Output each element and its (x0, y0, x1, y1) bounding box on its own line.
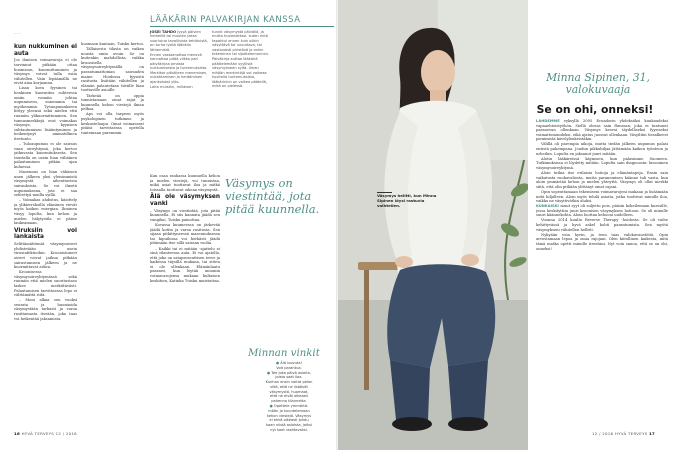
body-paragraph: Selittämättömät väsymysoireet yhdistetään usein virusinfektioihin. Kroonistuneet oireet voivat jatkua pitkään sairastumisen jälkeen ja ne kuormittavat arkea. (14, 242, 77, 270)
tip-line: ● Älä luovuta! (275, 361, 302, 365)
body-paragraph: Tärkeää on oppia tunnistamaan omat rajat ja kuunnella kehon viestejä ilman pelkoa. (81, 93, 144, 112)
bullet-icon: ● (267, 370, 272, 375)
section-marker: ... (14, 30, 22, 36)
paragraph-group (150, 174, 220, 192)
body-paragraph: Kroonisessa väsymysoireyhtymässä sekä ruumiin että mielen suoritustaso laskee merkittävästi. Palautumisen tarvittaessa lepo ei välttämättä riitä. (14, 270, 77, 298)
page-number: 17 (648, 431, 655, 436)
body-paragraph: Aps voi olla tarpeen myös psykologinen tutkimus ja keskusteluapu. Omat voimavarat pitäisi tarvittaessa opetella tuntemaan paremmin. (81, 112, 144, 135)
body-paragraph: huomaon kuntaan, Tuisku kertoo. (81, 42, 144, 46)
lead-caps: LÄHDEMME (536, 119, 564, 123)
bullet-icon: ● (275, 361, 281, 365)
sidebar-rule (150, 26, 334, 27)
tip-line: väsymystä, huomaat, (269, 389, 309, 394)
tip-line: Kunhan ensin voitat pelon (265, 380, 313, 385)
diary-sidebar (148, 14, 334, 172)
sidebar-paragraph: JOSEI TAHDO jysyä päivien herkeillä tai muuten jaksa suoriutua tavallisista tehtävistä, on turha lyköä lääkärin lähtemistä. (150, 29, 208, 52)
issue-number: 12 / 2016 (592, 431, 614, 436)
tip-line: Voit parantua. (276, 365, 302, 370)
article-column-1 (14, 42, 77, 322)
pull-quote: Väsymys on viestintää, jota pitää kuunnella. (225, 176, 320, 216)
body-paragraph: Välillä oli parempia aikoja, mutta tiedän jälkeen uupumus palasi entistä pahempana. Joudun pikkuhiljaa jättämään kaiken työnteon ja urheilun. Lopulta en jaksanut juuri mitään. (536, 142, 668, 156)
photo-caption: Väsymys helitti, kun Minna Sipinen löysi rastuvia vaihtelien. (377, 192, 443, 209)
body-paragraph: – Väsymys on viestintää, jota pitää kuunnella. Ei siis kannata jäädä sen vangiksi, Tuisku painottaa. (150, 208, 220, 222)
tip-line: siitä, että ne lisäävät (270, 384, 308, 389)
body-paragraph: Vuonna 2014 kuulin Reverse Therapy -hoidosta. Se oli vaihe kehittyvässä ja hyvä askel kohti parantumista. Sen myötä väsymykseni vähitellen hellitti. (536, 218, 668, 232)
sidebar-column-1 (150, 30, 208, 90)
body-paragraph: Kovassa kuumeessa on järkevää jäädä kotiin ja varoa rasitusta. Sen sijaan pitkittyneessä masennuksessa tai kipuilussa voi herkästi jäädä pitämään itse sillä sairaan roolia. (150, 223, 220, 246)
page-number: 16 (14, 431, 21, 436)
body-paragraph: – Tuloaupumus ei ole sairaus vaan oireyhtymä, joka kertoo jatkuvasta kuormituksesta. Sen taustalla on usein liian vähäinen palautuminen pitkän ajan kuluessa. (14, 142, 77, 170)
paragraph-group (536, 204, 668, 251)
article-column-3 (150, 174, 220, 284)
folio-left (14, 431, 77, 436)
body-paragraph: Kun osaa rauhassa kuunnella kehon ja mielen viestejä, voi tunnistaa, mikä asiat tuottavat iloa ja mitkä toissalla tuottavat oikeaa väsymystä. (150, 174, 220, 192)
issue-number: 12 / 2016 (55, 431, 77, 436)
portrait-photo (338, 0, 528, 450)
paragraph-group (14, 58, 77, 225)
body-paragraph: LÄHDEMME vyksyllä 2005 Ecuadorin yhdeksäksi kuukaudeksi vapaaehtoistyöhön. Siellä olessa sain flunssan, joka ei tuntunut paranevan ollenkaan. Väsymys kesvoi täydelliseksi fyysiseksi voimattomuudeksi, eikä ajatus juossut ollenkaan. Väsyiltiin tiesalkeest pienimistä kävelylenkeistäkin. (536, 119, 668, 142)
sidebar-paragraph: tunnit väsymystä päivällä, ja mutta huomioittasi. kuten mitä tapahtui ennen kuin olikin väsyttävä tai uuvuttava, tai vastavaisti piristävä ja onkin tekeminen tai sijoittelemminen. (212, 29, 270, 57)
body-paragraph: Jos ihmisen voimavaroja ei ole tarvinnut pitkään ottaa huomioon, kuormittuminen ja väsymys voivat tulla esiin vähitellen. Vain lepäämällä ne eivät aina korjaannu. (14, 58, 77, 86)
magazine-name: HYVÄ TERVEYS (21, 431, 55, 436)
body-paragraph: – Moni alkaa sen vuoksi seurata ja huomioida väsymystään tarkasti ja varoa rasittamasta itseään, joka taas voi heikentää jaksamista. (14, 298, 77, 321)
paragraph-group (536, 119, 668, 204)
paragraph-group (14, 242, 77, 321)
tip-line: ei ehkä oikeasti johdu (269, 418, 309, 423)
sidebar-paragraph: Päiväkirja auttaa lääkäriä päättelemään syyllisiä väsymykseen syitä. Ilman mitään merkintöjä voi vaikeaa kuvitella tuntemuksista, lääkärinkin on vaikea päätellä, mikä on pielessä. (212, 57, 267, 89)
tip-line: ● Opettele ymmärtä- (269, 404, 309, 409)
tip-line: kaan niistä asioista, joiksi (266, 423, 312, 428)
body-paragraph: – Kaikki tai ei mitään -ajattelu ei sinä tilanteessa auta. Ei voi ajatella, että joko on sataprosenttisen terve ja kaikessa täysillä mukana, tai sitten ei ole ollenkaan. Elämänlaatu paranee, kun löytää uniomin voimavarojensa mukaan kultaisen keskitien, Katinka Tuisku muistuttaa. (150, 246, 220, 283)
interviewee-name: Minna Sipinen, 31, valokuvaaja (546, 71, 650, 96)
body-paragraph: Nykyään voin hyvin, ja teen taas valokuvaustöitä. Opin arvostamaan lepoa ja omia rajojani. Olen kiitollinen kaikesta, mitä tämä matka opetti minulle itsestäni. Nyt voin sanoa, että se on ohi, onneksi! (536, 232, 668, 251)
sidebar-title: LÄÄKÄRIN PALVAKIRJAN KANSSA (150, 14, 301, 24)
section-heading: Viruksiin voi lankaista (14, 227, 77, 241)
tip-line: että ne eivät oikeasti (270, 394, 308, 399)
sidebar-column-2 (212, 30, 270, 90)
lead-caps: KUNKAISKI (536, 204, 561, 209)
bullet-icon: ● (269, 404, 274, 409)
tip-line: mään ja kuuntelemaan (268, 408, 310, 413)
article-column-right (536, 119, 668, 252)
section-heading: Älä ole väsymyksen vanki (150, 194, 220, 207)
sidebar-paragraph: Ennen vastaanottoa menevä kannattaa pitää viikko pari päiväkirjaa omasta nukkumisesta ja tuntemuksista. Merkitse pitkälleen menemisen, nukahtamisen ja heräämisen ajankohdat ylös. (150, 52, 208, 84)
article-headline: Se on ohi, onneksi! (536, 103, 654, 116)
tips-title: Minnan vinkit (248, 348, 320, 359)
paragraph-group (150, 209, 220, 284)
tip-line: pahenna tilannetta. (271, 399, 307, 404)
folio-right (592, 431, 655, 436)
tip-line: nyt koet rasittavaksi. (270, 427, 308, 432)
body-paragraph: Opin sopeuttamaan tekemiseni voimavarojeni mukaan ja lisäämään niitä hiljalleen. Aloin myös tehdä asioita, jotka tuottivat minulle iloa, vaikka ne väsyttivätkin aluksi. (536, 189, 668, 204)
woman-sitting-illustration (338, 0, 528, 450)
tips-box (248, 348, 330, 433)
section-heading: kun nukkuminen ei auta (14, 44, 77, 57)
body-paragraph: KUNKAISKI muut syyt oli suljettu pois, pääsin kokeilemaan kurssille, jossa keskityttiin juuri kroonisen väsymyksen hoitoon. Se oli minulle suuri käännekohta. Aloin luottaa kehooni uudelleen. (536, 204, 668, 218)
tip-line: kehon viestejä. Väsymys (266, 413, 312, 418)
body-paragraph: Masennus on liian vähäisen unen jälkeen yksi yleisimmistä väsymystä aiheuttavista sairauksista. Se voi ilmetä uupumuksena, jota ei saa selitettyä muilla syillä. (14, 170, 77, 198)
body-paragraph: Aloin tutkia itse erilaisia hoitoja ja elämäntapoja. Ensin sain vaikutusta ruokavaliosta, mutta paranemisen käänne tuli vasta, kun aloin ymmärtää kehon ja mielen yhteyttä. Väsymys oli ollut merkki siitä, että olin pitkään ylittänyt omat rajani. (536, 171, 668, 189)
magazine-name: HYVÄ TERVEYS (614, 431, 648, 436)
body-paragraph: – Voimakas ahdistus, käsittely ja ylikierroksilla eläminen vievät myös kaiken energian. Ihminen väsyy lopulta, kun kehon ja mielen hälytystila ei pääse laukeamaan. (14, 198, 77, 226)
tips-list (248, 361, 330, 433)
body-paragraph: Tällaisesta tilasta on vaikea nousta omin avuin. Se on kuitenkin mahdollista, vaikka kroonisella väsymysoireyhtymällä on parantumattoman sairauden maine. Hoidossa fyysistä rasitusta lisätään vähitellen ja elämän palautetaan tiiviille liian tuottaville asioille. (81, 47, 144, 93)
body-paragraph: Alotin lääkäreissä käymisen, kun palasimme Suomeen. Tutkimuksissa ei löydetty mitään. Lopulta sain diagnoosin: krooninen väsymysoireyhtymä. (536, 156, 668, 170)
paragraph-group (81, 42, 144, 135)
tip-line: joista saat iloa. (275, 375, 303, 380)
body-paragraph: Lisan kova fyysinen tai henkinen kuormitus suhteessa omiin voimiin johtaa uupumiseen, ennemmin tai myöhemmin. Työuupumukseen liittyy yleensä sekä mielen että ruumiin ylikuormittuminen. Sen tunnusmerkkejä ovat voimakas väsymys, kyynisen suhtautumisen lisääntyminen ja heikentynyt ammatillinen itsetunto. (14, 86, 77, 141)
sidebar-paragraph: Laita muistiin, millaisen (150, 84, 193, 89)
tip-line: ● Tee joka päivä asioita, (267, 370, 311, 375)
article-column-2 (81, 42, 144, 136)
